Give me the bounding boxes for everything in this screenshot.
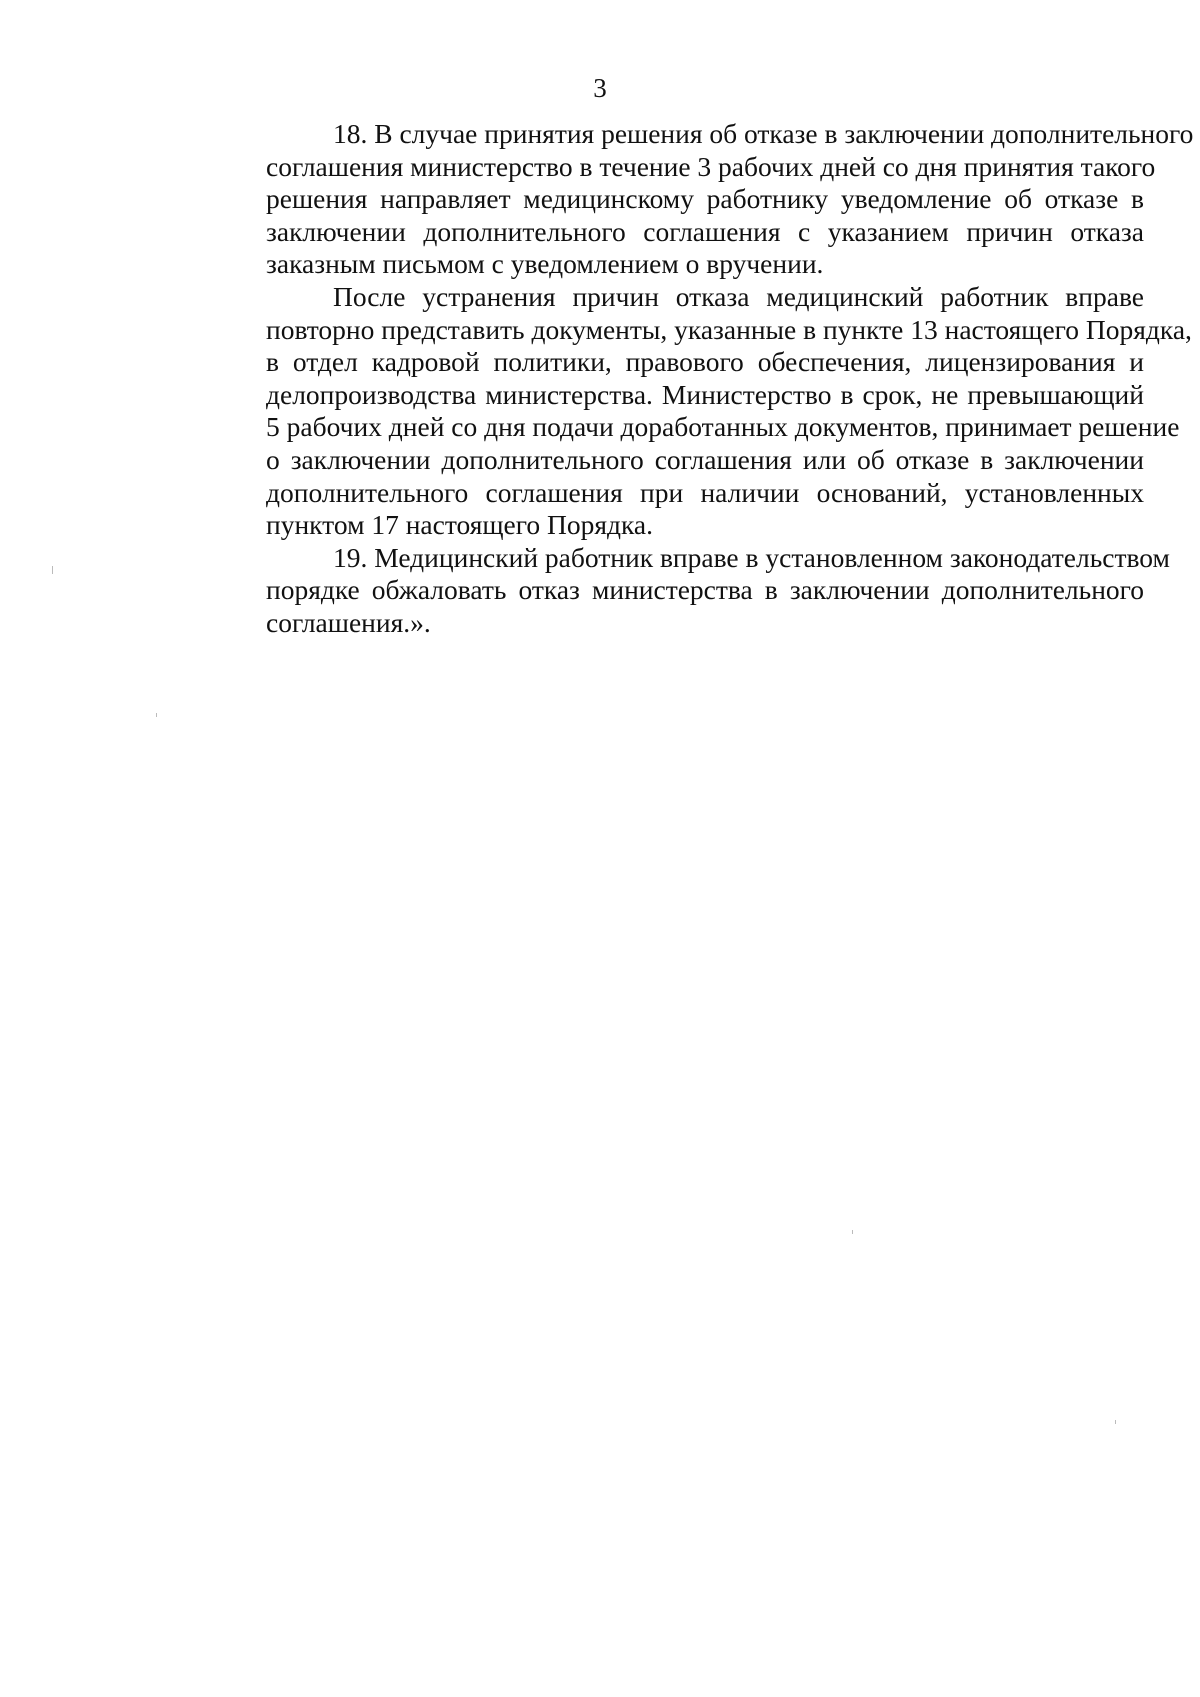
page-number: 3 — [593, 73, 607, 103]
document-body — [199, 118, 1194, 640]
text-line: повторно представить документы, указанные в пункте 13 настоящего Порядка, — [266, 313, 1192, 345]
scan-artifact — [1115, 1420, 1116, 1424]
text-line: пунктом 17 настоящего Порядка. — [266, 509, 654, 541]
text-line: заказным письмом с уведомлением о вручении. — [266, 248, 824, 280]
scan-artifact — [852, 1230, 853, 1234]
text-line: решения направляет медицинскому работнику уведомление об отказе в — [266, 183, 1144, 215]
text-line: порядке обжаловать отказ министерства в заключении дополнительного — [266, 574, 1144, 606]
text-line: 5 рабочих дней со дня подачи доработанных документов, принимает решение — [266, 411, 1180, 443]
paragraph-19 — [199, 541, 1170, 640]
text-line: 18. В случае принятия решения об отказе в заключении дополнительного — [333, 118, 1194, 149]
text-line: соглашения министерство в течение 3 рабочих дней со дня принятия такого — [266, 150, 1156, 182]
text-line: делопроизводства министерства. Министерство в срок, не превышающий — [266, 378, 1144, 410]
text-line: в отдел кадровой политики, правового обеспечения, лицензирования и — [266, 346, 1144, 378]
scan-artifact — [156, 713, 157, 717]
paragraph-18-continuation — [199, 280, 1192, 542]
text-line: заключении дополнительного соглашения с указанием причин отказа — [266, 215, 1144, 247]
scan-artifact — [52, 566, 53, 574]
text-line: о заключении дополнительного соглашения или об отказе в заключении — [266, 443, 1144, 475]
text-line: 19. Медицинский работник вправе в установленном законодательством — [333, 541, 1170, 573]
text-line: После устранения причин отказа медицинский работник вправе — [333, 280, 1144, 312]
text-line: соглашения.». — [266, 606, 431, 638]
text-line: дополнительного соглашения при наличии оснований, установленных — [266, 476, 1144, 508]
paragraph-18 — [199, 118, 1194, 281]
